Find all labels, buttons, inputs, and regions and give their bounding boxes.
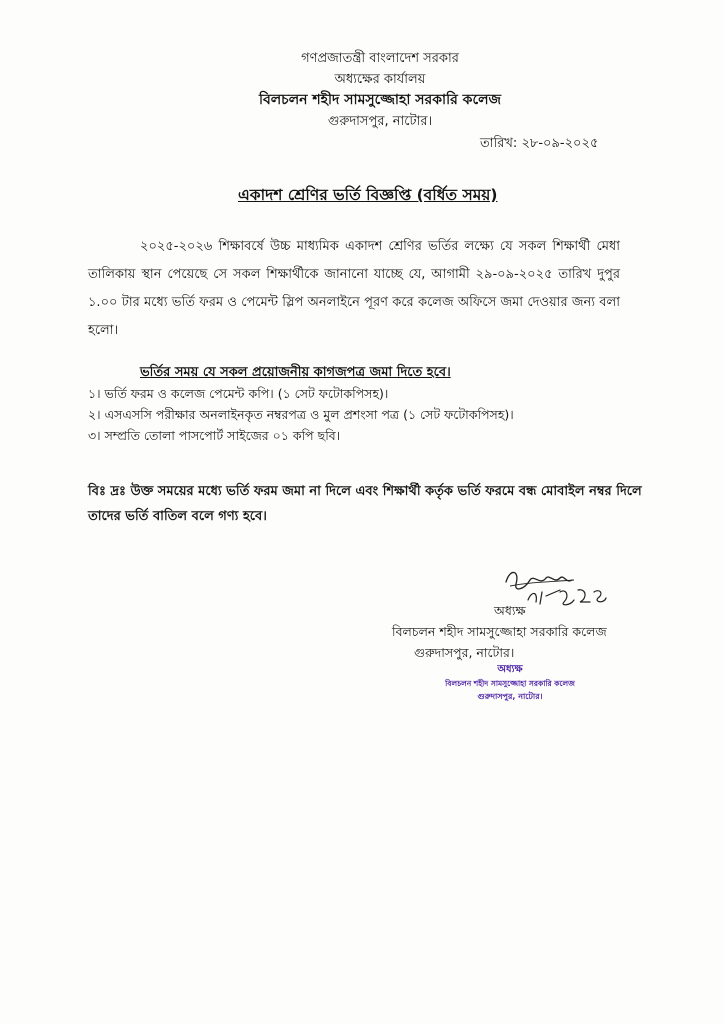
requirements-heading: ভর্তির সময় যে সকল প্রয়োজনীয় কাগজপত্র জমা দিতে হবে। — [140, 365, 451, 380]
signatory-designation: অধ্যক্ষ — [494, 603, 526, 618]
signatory-address: গুরুদাসপুর, নাটোর। — [414, 645, 515, 660]
requirement-item: ৩। সম্প্রতি তোলা পাসপোর্ট সাইজের ০১ কপি ছবি। — [88, 428, 341, 443]
notice-title: একাদশ শ্রেণির ভর্তি বিজ্ঞপ্তি (বর্ধিত সময়) — [238, 186, 498, 204]
college-name: বিলচলন শহীদ সামসুজ্জোহা সরকারি কলেজ — [258, 92, 502, 108]
seal-title: অধ্যক্ষ — [497, 664, 523, 675]
government-name: গণপ্রজাতন্ত্রী বাংলাদেশ সরকার — [301, 51, 459, 66]
requirement-item: ২। এসএসসি পরীক্ষার অনলাইনকৃত নম্বরপত্র ও মুল প্রশংসা পত্র (১ সেট ফটোকপিসহ)। — [88, 407, 514, 422]
letterhead — [230, 48, 530, 132]
requirements-list — [88, 383, 514, 446]
college-address: গুরুদাসপুর, নাটোর। — [327, 114, 433, 129]
special-note: বিঃ দ্রঃ উক্ত সময়ের মধ্যে ভর্তি ফরম জমা না দিলে এবং শিক্ষার্থী কর্তৃক ভর্তি ফরমে বন্ধ মোবাইল নম্বর দিলে তাদের ভর্তি বাতিল বলে গণ্য হবে। — [88, 484, 642, 524]
notice-date: তারিখ: ২৮-০৯-২০২৫ — [480, 136, 599, 151]
requirement-item: ১। ভর্তি ফরম ও কলেজ পেমেন্ট কপি। (১ সেট ফটোকপিসহ)। — [88, 386, 389, 401]
seal-college: বিলচলন শহীদ সামসুজ্জোহা সরকারি কলেজ — [445, 679, 575, 688]
notice-body: ২০২৫-২০২৬ শিক্ষাবর্ষে উচ্চ মাধ্যমিক একাদশ শ্রেণির ভর্তির লক্ষ্যে যে সকল শিক্ষার্থী মেধা তালিকায় স্থান পেয়েছে সে সকল শিক্ষার্থীকে জানানো যাচ্ছে যে, আগামী ২৯-০৯-২০২৫ তারিখ দুপুর ১.০০ টার মধ্যে ভর্তি ফরম ও পেমেন্ট স্লিপ অনলাইনে পূরণ করে কলেজ অফিসে জমা দেওয়ার জন্য বলা হলো। — [88, 239, 620, 338]
office-name: অধ্যক্ষের কার্যালয় — [334, 72, 426, 87]
official-seal — [418, 663, 602, 703]
signatory-college: বিলচলন শহীদ সামসুজ্জোহা সরকারি কলেজ — [392, 624, 607, 639]
signature-block — [392, 600, 652, 663]
seal-address: গুরুদাসপুর, নাটোর। — [477, 692, 543, 701]
